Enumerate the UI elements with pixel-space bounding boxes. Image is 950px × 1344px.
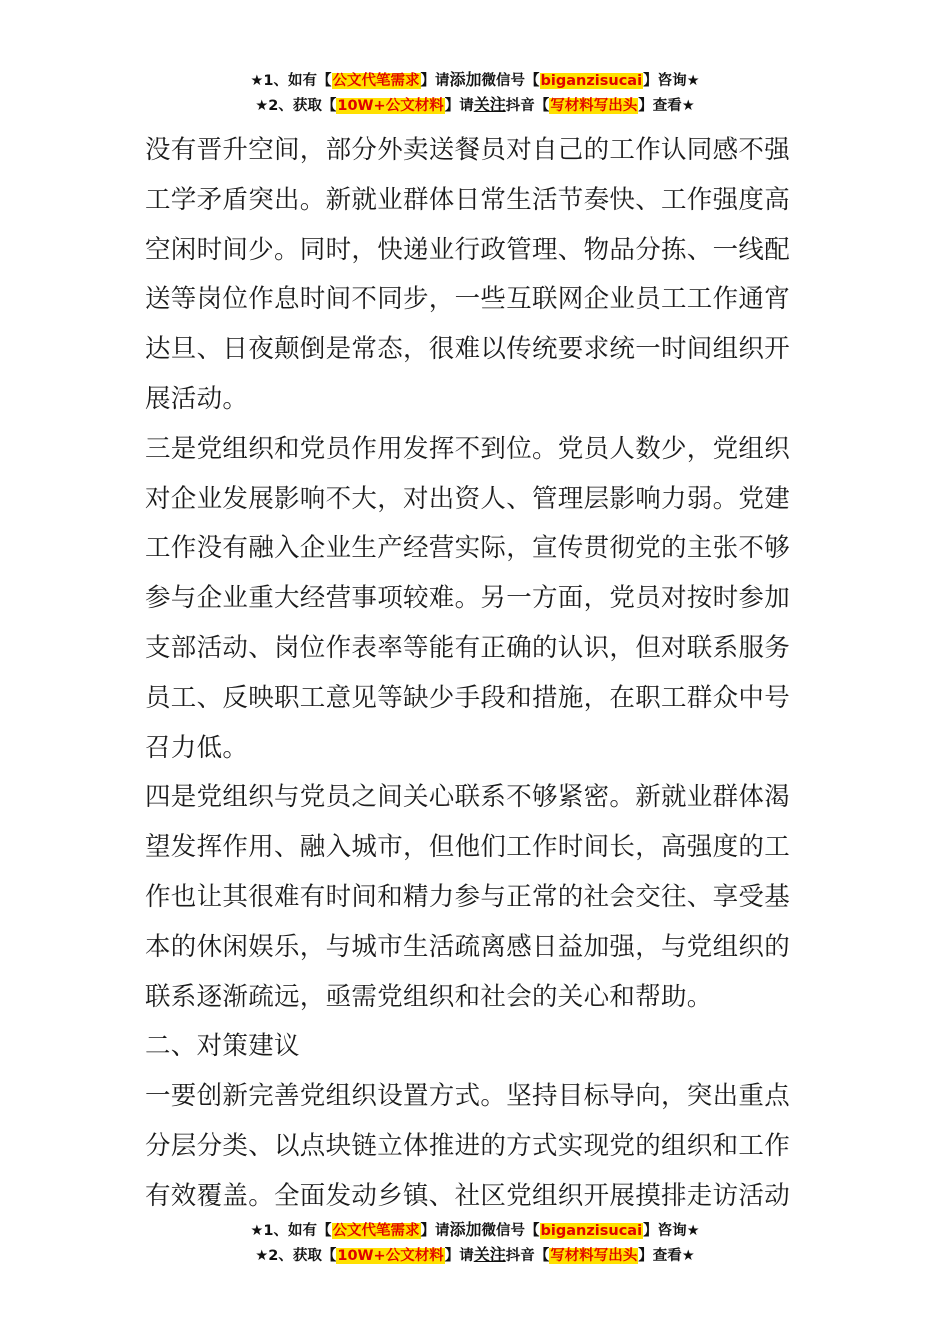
banner-text: 】查看★	[638, 1248, 695, 1264]
banner-text: 抖音【	[505, 1248, 550, 1264]
body-text-line: 工作没有融入企业生产经营实际，宣传贯彻党的主张不够	[145, 533, 791, 564]
body-text-line: 对企业发展影响不大，对出资人、管理层影响力弱。党建	[145, 483, 791, 514]
banner-highlight-wechat-id: biganzisucai	[540, 73, 643, 89]
banner-highlight-douyin-account: 写材料写出头	[550, 98, 638, 114]
body-text-line: 有效覆盖。全面发动乡镇、社区党组织开展摸排走访活动	[145, 1180, 791, 1211]
body-text-line: 联系逐渐疏远，亟需党组织和社会的关心和帮助。	[145, 981, 713, 1012]
body-text-line: 参与企业重大经营事项较难。另一方面，党员对按时参加	[145, 583, 791, 614]
banner-text: 】请	[444, 1248, 474, 1264]
banner-text: 】请	[420, 1223, 450, 1239]
banner-highlight-douyin-account: 写材料写出头	[550, 1248, 638, 1264]
body-text-line: 召力低。	[145, 732, 249, 763]
body-text-line: 望发挥作用、融入城市，但他们工作时间长，高强度的工	[145, 832, 791, 863]
banner-text: 】请	[420, 73, 450, 89]
document-body	[145, 126, 813, 1222]
banner-text: 】请	[444, 98, 474, 114]
body-text-line: 支部活动、岗位作表率等能有正确的认识，但对联系服务	[145, 632, 791, 663]
banner-highlight: 10W+公文材料	[337, 1248, 444, 1264]
body-text-line: 一要创新完善党组织设置方式。坚持目标导向，突出重点	[145, 1081, 791, 1112]
body-text-line: 达旦、日夜颠倒是常态，很难以传统要求统一时间组织开	[145, 334, 791, 365]
banner-text: ★2、获取【	[255, 98, 337, 114]
banner-text: 】查看★	[638, 98, 695, 114]
banner-line-1	[0, 1218, 950, 1243]
banner-emphasis: 关注	[473, 1245, 506, 1264]
banner-text: ★2、获取【	[255, 1248, 337, 1264]
body-text-line: 工学矛盾突出。新就业群体日常生活节奏快、工作强度高	[145, 184, 791, 215]
body-text-line: 二、对策建议	[145, 1031, 300, 1062]
banner-text: ★1、如有【	[250, 1223, 332, 1239]
banner-text: 】咨询★	[643, 1223, 700, 1239]
body-text-line: 作也让其很难有时间和精力参与正常的社会交往、享受基	[145, 881, 791, 912]
banner-line-2	[0, 1243, 950, 1268]
banner-line-1	[0, 68, 950, 93]
banner-highlight: 10W+公文材料	[337, 98, 444, 114]
banner-highlight: 公文代笔需求	[332, 1223, 420, 1239]
banner-text: 】咨询★	[643, 73, 700, 89]
banner-text: ★1、如有【	[250, 73, 332, 89]
banner-line-2	[0, 93, 950, 118]
banner-emphasis: 添加	[449, 1220, 482, 1239]
banner-emphasis: 添加	[449, 70, 482, 89]
body-text-line: 没有晋升空间，部分外卖送餐员对自己的工作认同感不强	[145, 135, 791, 165]
body-text-line: 送等岗位作息时间不同步，一些互联网企业员工工作通宵	[145, 284, 791, 315]
body-text-line: 本的休闲娱乐，与城市生活疏离感日益加强，与党组织的	[145, 931, 791, 962]
banner-highlight: 公文代笔需求	[332, 73, 420, 89]
banner-emphasis: 关注	[473, 95, 506, 114]
banner-text: 微信号【	[481, 1223, 540, 1239]
body-text-line: 空闲时间少。同时，快递业行政管理、物品分拣、一线配	[145, 234, 791, 265]
body-text-line: 分层分类、以点块链立体推进的方式实现党的组织和工作	[145, 1130, 791, 1161]
banner-highlight-wechat-id: biganzisucai	[540, 1223, 643, 1239]
header-banner	[0, 68, 950, 118]
body-text-line: 展活动。	[145, 383, 249, 414]
banner-text: 微信号【	[481, 73, 540, 89]
banner-text: 抖音【	[505, 98, 550, 114]
body-text-line: 三是党组织和党员作用发挥不到位。党员人数少，党组织	[145, 433, 791, 464]
body-text-line: 四是党组织与党员之间关心联系不够紧密。新就业群体渴	[145, 782, 791, 813]
footer-banner	[0, 1218, 950, 1268]
body-text-line: 员工、反映职工意见等缺少手段和措施，在职工群众中号	[145, 682, 791, 713]
